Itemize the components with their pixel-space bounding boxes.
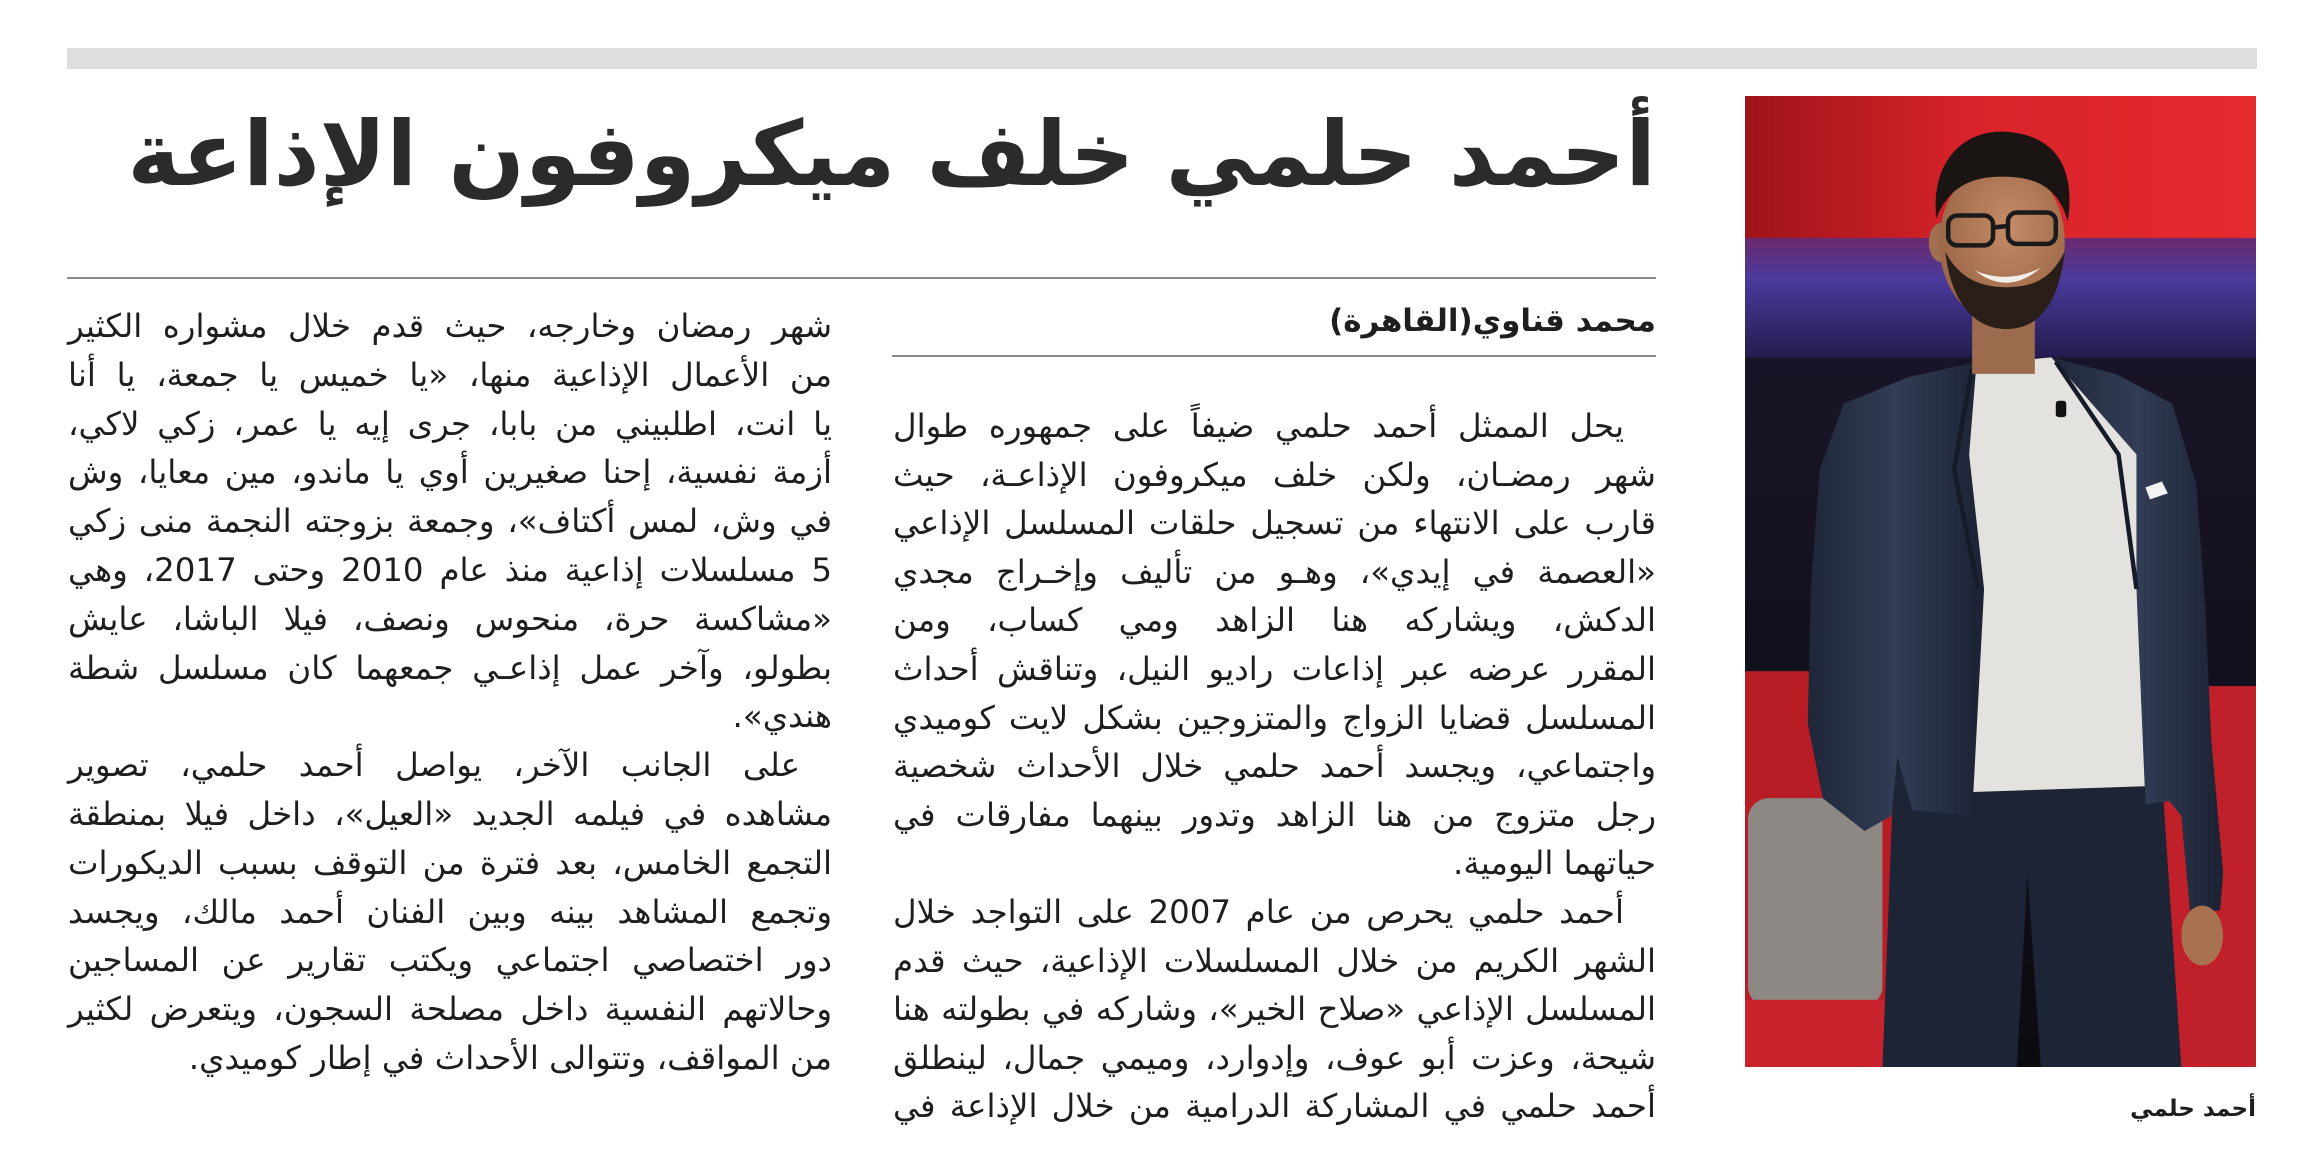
text-line-content: الشهر الكريم من خلال المسلسلات الإذاعية، حيث قدم	[893, 941, 1656, 980]
byline: محمد قناوي(القاهرة)	[1329, 303, 1656, 339]
right-hand	[2181, 906, 2223, 966]
text-line-content: واجتماعي، ويجسد أحمد حلمي خلال الأحداث شخصية	[893, 747, 1656, 786]
text-line-content: أزمة نفسية، إحنا صغيرين أوي يا ماندو، مين معايا، وش	[68, 453, 832, 492]
article-paragraph	[892, 402, 1656, 888]
text-line	[67, 546, 832, 595]
text-line-content: رجل متزوج من هنا الزاهد وتدور بينهما مفارقات في	[893, 795, 1656, 834]
text-line	[67, 400, 832, 449]
text-line	[67, 351, 832, 400]
text-line	[892, 402, 1656, 451]
article-paragraph	[67, 741, 832, 1083]
sofa-left-cushion	[1748, 798, 1882, 1007]
text-line-content: مشاهده في فيلمه الجديد «العيل»، داخل فيلا بمنطقة	[68, 794, 832, 833]
text-line	[892, 985, 1656, 1034]
headline	[67, 80, 1656, 230]
text-line	[892, 596, 1656, 645]
text-line	[892, 1082, 1656, 1131]
text-line	[892, 791, 1656, 840]
jacket-left-panel	[1808, 362, 1984, 831]
text-line-content: من المواقف، وتتوالى الأحداث في إطار كوميدي.	[188, 1038, 832, 1077]
article-paragraph	[67, 302, 832, 741]
text-line	[67, 790, 832, 839]
text-line	[892, 694, 1656, 743]
text-line	[892, 839, 1656, 888]
text-line-content: المسلسل قضايا الزواج والمتزوجين بشكل لايت كوميدي	[893, 698, 1656, 737]
text-line-content: يا انت، اطلبيني من بابا، جرى إيه يا عمر، زكي لاكي،	[68, 404, 832, 443]
text-line-content: حياتهما اليومية.	[1453, 844, 1656, 883]
text-line-content: على الجانب الآخر، يواصل أحمد حلمي، تصوير	[68, 746, 800, 785]
text-line	[892, 548, 1656, 597]
article-paragraph	[892, 888, 1656, 1131]
text-line-content: شهر رمضـان، ولكن خلف ميكروفون الإذاعـة، حيث	[893, 455, 1656, 494]
text-line	[892, 742, 1656, 791]
text-line-content: المقرر عرضه عبر إذاعات راديو النيل، وتناقش أحداث	[893, 649, 1656, 688]
text-line-content: قارب على الانتهاء من تسجيل حلقات المسلسل الإذاعي	[893, 504, 1656, 543]
text-line-content: أحمد حلمي يحرص من عام 2007 على التواجد خلال	[893, 892, 1624, 931]
text-line	[67, 497, 832, 546]
text-line-content: هندي».	[732, 697, 832, 736]
text-line	[67, 692, 832, 741]
lapel-microphone	[2056, 401, 2066, 417]
text-line-content: وتجمع المشاهد بينه وبين الفنان أحمد مالك، ويجسد	[68, 892, 832, 931]
text-line	[892, 937, 1656, 986]
text-line	[67, 741, 832, 790]
text-line-content: 5 مسلسلات إذاعية منذ عام 2010 وحتى 2017، وهي	[68, 550, 832, 589]
text-line	[67, 595, 832, 644]
text-line-content: دور اختصاصي اجتماعي ويكتب تقارير عن المساجين	[68, 941, 832, 980]
text-line-content: «مشاكسة حرة، منحوس ونصف، فيلا الباشا، عايش	[68, 599, 832, 638]
text-line-content: من الأعمال الإذاعية منها، «يا خميس يا جمعة، يا أنا	[68, 355, 832, 394]
text-line	[892, 499, 1656, 548]
text-line-content: شهر رمضان وخارجه، حيث قدم خلال مشواره الكثير	[68, 307, 832, 345]
text-line	[67, 985, 832, 1034]
text-line	[892, 1034, 1656, 1083]
text-line	[67, 936, 832, 985]
text-line	[67, 448, 832, 497]
headline-text: أحمد حلمي خلف ميكروفون الإذاعة	[127, 103, 1656, 207]
text-line-content: وحالاتهم النفسية داخل مصلحة السجون، ويتعرض لكثير	[68, 990, 832, 1029]
text-line	[892, 645, 1656, 694]
text-line-content: في وش، لمس أكتاف»، وجمعة بزوجته النجمة منى زكي	[68, 502, 832, 541]
photo-figure	[1745, 96, 2256, 1067]
headline-divider	[67, 277, 1656, 279]
text-line-content: بطولو، وآخر عمل إذاعـي جمعهما كان مسلسل شطة	[68, 648, 832, 687]
text-line-content: شيحة، وعزت أبو عوف، وإدوارد، وميمي جمال، لينطلق	[893, 1038, 1656, 1077]
text-line	[892, 888, 1656, 937]
text-line	[67, 644, 832, 693]
text-line-content: يحل الممثل أحمد حلمي ضيفاً على جمهوره طوال	[893, 407, 1624, 445]
text-line	[892, 451, 1656, 500]
text-line-content: التجمع الخامس، بعد فترة من التوقف بسبب الديكورات	[68, 843, 832, 882]
text-line	[67, 888, 832, 937]
text-line-content: الدكش، ويشاركه هنا الزاهد ومي كساب، ومن	[893, 601, 1656, 640]
byline-divider	[892, 355, 1656, 357]
photo-caption: أحمد حلمي	[2130, 1096, 2256, 1122]
article-photo	[1745, 96, 2256, 1067]
text-line-content: أحمد حلمي في المشاركة الدرامية من خلال الإذاعة في	[893, 1087, 1656, 1126]
text-line	[67, 839, 832, 888]
article-column-left	[67, 302, 832, 1083]
text-line-content: «العصمة في إيدي»، وهـو من تأليف وإخـراج مجدي	[893, 552, 1656, 591]
glasses-bridge	[1993, 226, 2008, 227]
text-line	[67, 1034, 832, 1083]
text-line-content: المسلسل الإذاعي «صلاح الخير»، وشاركه في بطولته هنا	[893, 990, 1656, 1029]
top-banner-bar	[67, 48, 2257, 69]
text-line	[67, 302, 832, 351]
article-column-right	[892, 402, 1656, 1131]
